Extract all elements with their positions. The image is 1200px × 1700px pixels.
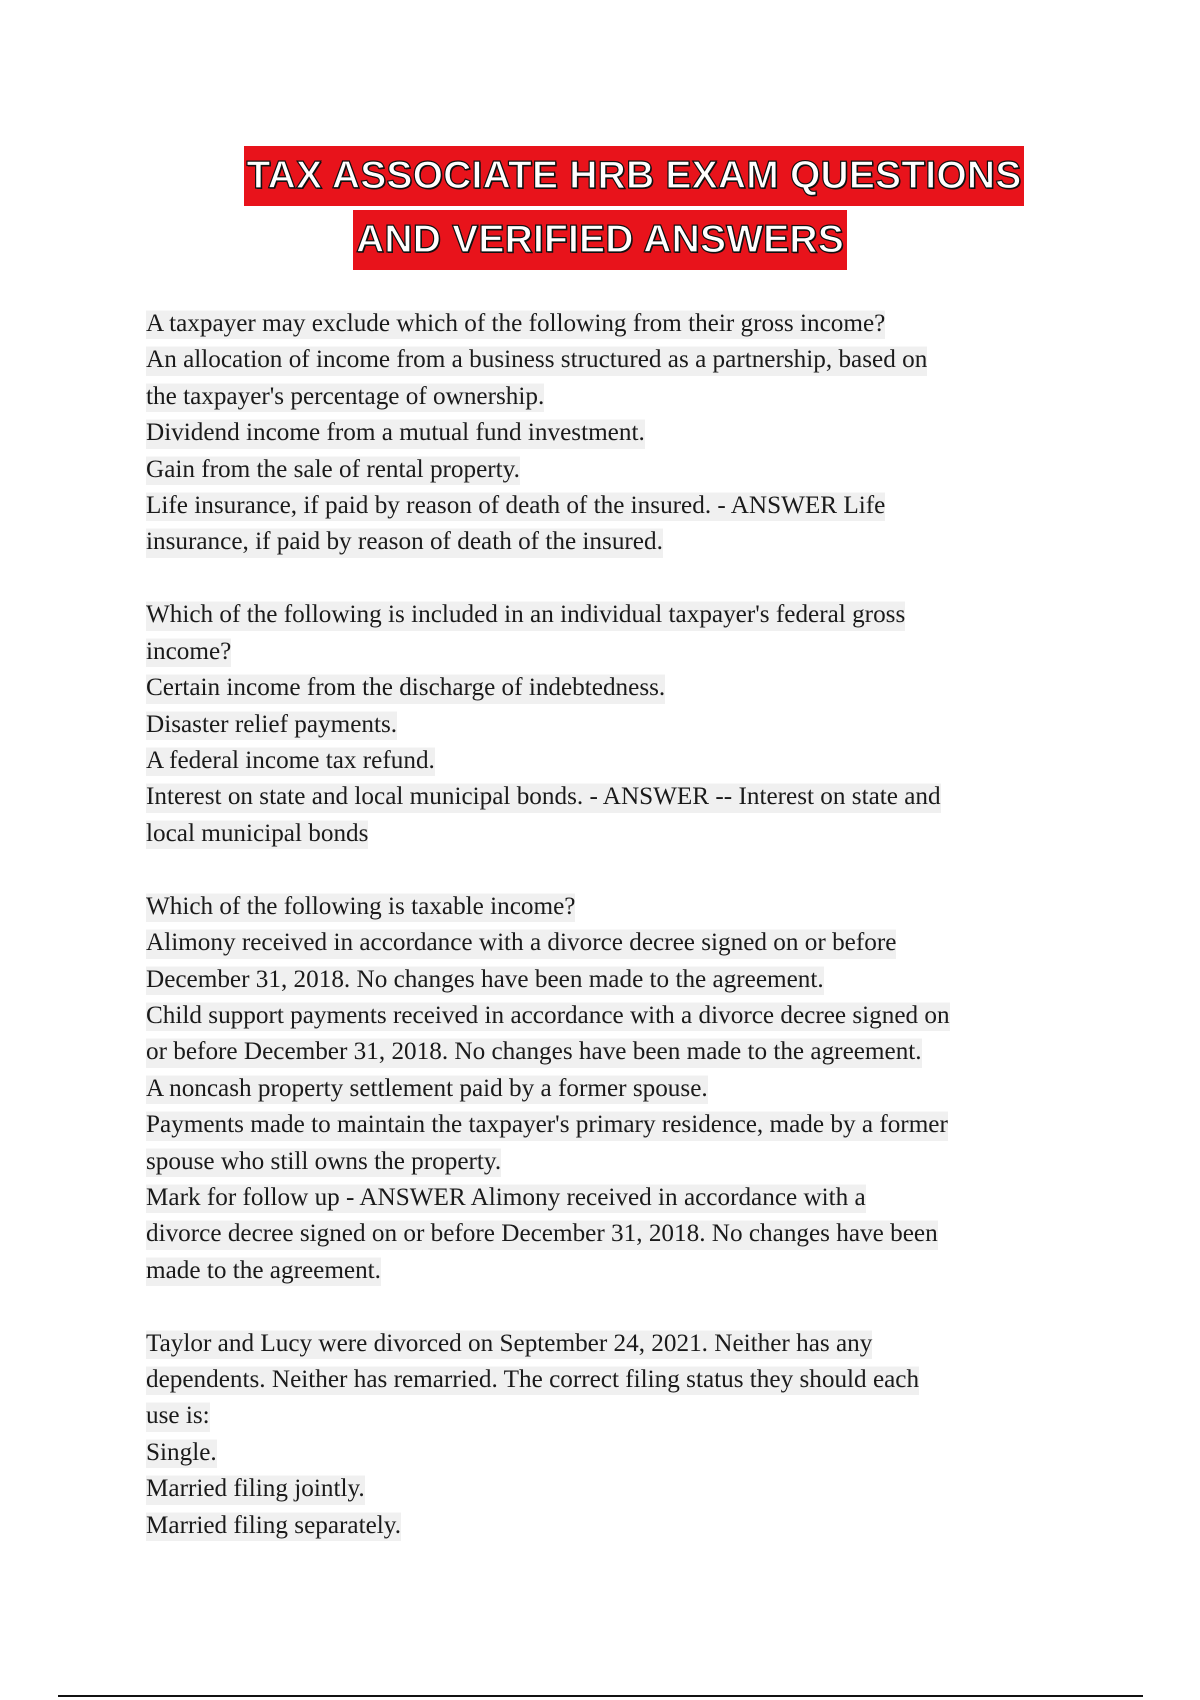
title-line-2: AND VERIFIED ANSWERS: [353, 210, 847, 270]
answer-line: Life insurance, if paid by reason of death of the insured. - ANSWER Life: [146, 488, 885, 524]
question-line: Payments made to maintain the taxpayer's primary residence, made by a former: [146, 1107, 948, 1143]
question-line: Which of the following is included in an individual taxpayer's federal gross: [146, 597, 905, 633]
question-line: Taylor and Lucy were divorced on September 24, 2021. Neither has any: [146, 1326, 872, 1362]
question-line: Which of the following is taxable income?: [146, 889, 575, 925]
question-line: Alimony received in accordance with a divorce decree signed on or before: [146, 925, 896, 961]
document-title: [0, 146, 1200, 270]
question-line: A noncash property settlement paid by a former spouse.: [146, 1071, 708, 1107]
question-line: December 31, 2018. No changes have been made to the agreement.: [146, 962, 824, 998]
footer-divider: [58, 1695, 1143, 1697]
question-line: A federal income tax refund.: [146, 743, 435, 779]
question-block-4: [146, 1326, 1076, 1544]
question-line: income?: [146, 634, 231, 670]
question-line: spouse who still owns the property.: [146, 1144, 501, 1180]
question-line: Dividend income from a mutual fund investment.: [146, 415, 645, 451]
question-line: Disaster relief payments.: [146, 707, 397, 743]
answer-line: made to the agreement.: [146, 1253, 381, 1289]
question-block-2: [146, 597, 1076, 852]
question-line: dependents. Neither has remarried. The correct filing status they should each: [146, 1362, 919, 1398]
question-line: or before December 31, 2018. No changes have been made to the agreement.: [146, 1034, 922, 1070]
question-line: Married filing jointly.: [146, 1471, 365, 1507]
question-line: Married filing separately.: [146, 1508, 401, 1544]
answer-line: local municipal bonds: [146, 816, 368, 852]
question-block-1: [146, 306, 1076, 561]
question-line: the taxpayer's percentage of ownership.: [146, 379, 544, 415]
answer-line: insurance, if paid by reason of death of the insured.: [146, 524, 663, 560]
answer-line: Mark for follow up - ANSWER Alimony received in accordance with a: [146, 1180, 866, 1216]
question-line: An allocation of income from a business structured as a partnership, based on: [146, 342, 927, 378]
question-line: Gain from the sale of rental property.: [146, 452, 520, 488]
question-list: [146, 306, 1076, 1581]
question-line: Certain income from the discharge of indebtedness.: [146, 670, 665, 706]
question-block-3: [146, 889, 1076, 1289]
answer-line: divorce decree signed on or before December 31, 2018. No changes have been: [146, 1216, 938, 1252]
title-line-1: TAX ASSOCIATE HRB EXAM QUESTIONS: [244, 146, 1025, 206]
question-line: A taxpayer may exclude which of the following from their gross income?: [146, 306, 885, 342]
question-line: Single.: [146, 1435, 217, 1471]
question-line: use is:: [146, 1398, 210, 1434]
answer-line: Interest on state and local municipal bonds. - ANSWER -- Interest on state and: [146, 779, 941, 815]
question-line: Child support payments received in accordance with a divorce decree signed on: [146, 998, 950, 1034]
